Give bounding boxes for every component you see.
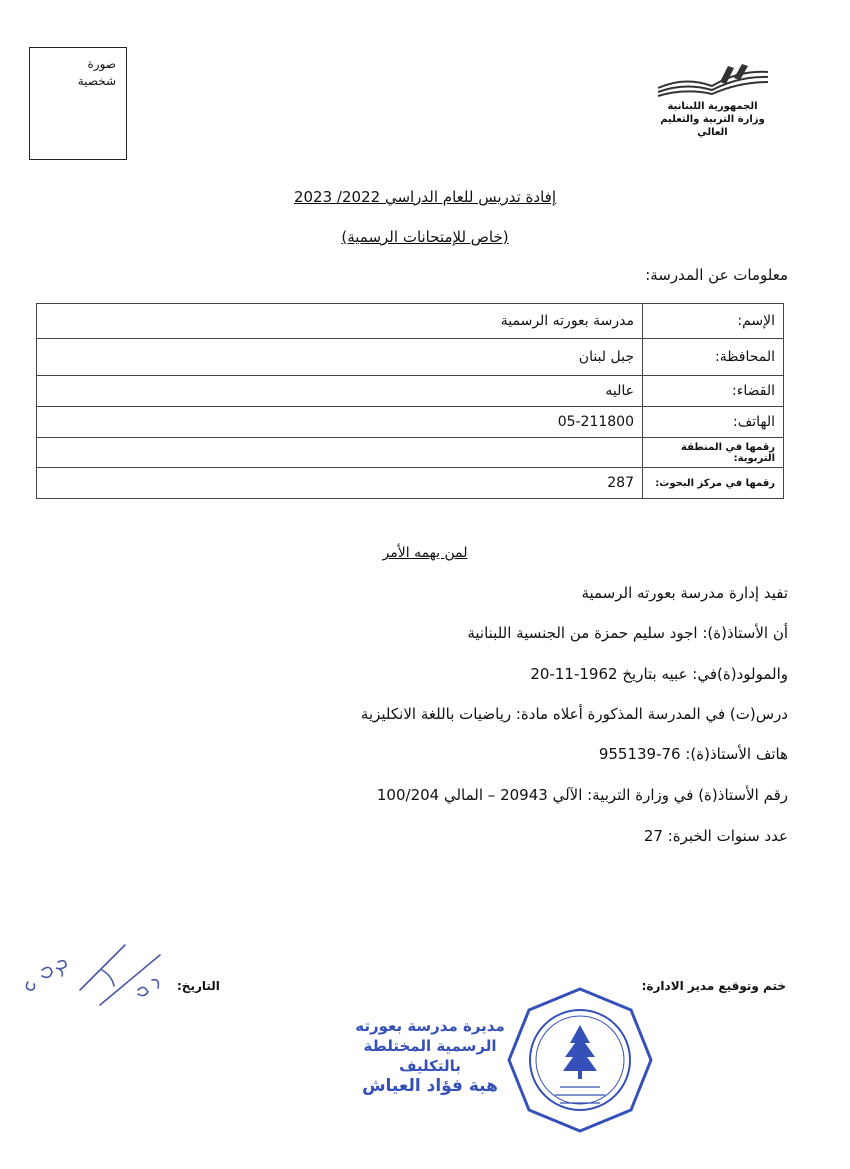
body-line: رقم الأستاذ(ة) في وزارة التربية: الآلي 20943 – المالي 100/204 bbox=[376, 786, 788, 804]
table-row bbox=[37, 407, 784, 438]
district-value: عاليه bbox=[37, 376, 643, 407]
governorate-label: المحافظة: bbox=[643, 339, 784, 376]
body-line: أن الأستاذ(ة): اجود سليم حمزة من الجنسية اللبنانية bbox=[467, 624, 788, 642]
date-label: التاريخ: bbox=[177, 979, 220, 993]
body-line: والمولود(ة)في: عبيه بتاريخ 1962-11-20 bbox=[530, 665, 788, 683]
body-line: عدد سنوات الخبرة: 27 bbox=[643, 827, 788, 845]
phone-value: 05-211800 bbox=[37, 407, 643, 438]
research-center-number-value: 287 bbox=[37, 468, 643, 499]
school-seal bbox=[505, 985, 655, 1135]
school-name-value: مدرسة بعورته الرسمية bbox=[37, 304, 643, 339]
photo-box bbox=[29, 47, 127, 160]
page-title: إفادة تدريس للعام الدراسي 2022/ 2023 bbox=[293, 188, 557, 206]
to-whom-heading: لمن يهمه الأمر bbox=[382, 545, 468, 561]
body-line: تفيد إدارة مدرسة بعورته الرسمية bbox=[581, 584, 788, 602]
photo-label-1: صورة bbox=[87, 57, 116, 71]
stamp-line-2: الرسمية المختلطة بالتكليف bbox=[363, 1037, 497, 1075]
table-row bbox=[37, 468, 784, 499]
stamp-line-1: مديرة مدرسة بعورته bbox=[355, 1017, 505, 1035]
school-section-label: معلومات عن المدرسة: bbox=[645, 266, 788, 284]
open-book-icon bbox=[650, 60, 775, 98]
table-row bbox=[37, 339, 784, 376]
body-line: هاتف الأستاذ(ة): 76-955139 bbox=[598, 745, 788, 763]
table-row bbox=[37, 304, 784, 339]
table-row bbox=[37, 376, 784, 407]
phone-label: الهاتف: bbox=[643, 407, 784, 438]
handwritten-date bbox=[20, 940, 170, 1015]
signature-label: ختم وتوقيع مدير الادارة: bbox=[641, 979, 786, 993]
header-line-1: الجمهورية اللبنانية bbox=[667, 101, 758, 112]
stamp-line-3: هبة فؤاد العياش bbox=[362, 1076, 498, 1096]
page-subtitle: (خاص للإمتحانات الرسمية) bbox=[341, 228, 509, 246]
photo-label-2: شخصية bbox=[77, 74, 116, 88]
district-label: القضاء: bbox=[643, 376, 784, 407]
research-center-number-label: رقمها في مركز البحوث: bbox=[643, 468, 784, 499]
header-line-2: وزارة التربية والتعليم العالي bbox=[660, 114, 765, 138]
governorate-value: جبل لبنان bbox=[37, 339, 643, 376]
school-name-label: الإسم: bbox=[643, 304, 784, 339]
edu-region-number-value bbox=[37, 438, 643, 468]
body-line: درس(ت) في المدرسة المذكورة أعلاه مادة: رياضيات باللغة الانكليزية bbox=[360, 705, 788, 723]
school-info-table bbox=[36, 303, 784, 499]
table-row bbox=[37, 438, 784, 468]
edu-region-number-label: رقمها في المنطقة التربوية: bbox=[643, 438, 784, 468]
ministry-logo bbox=[645, 60, 780, 139]
director-stamp-text bbox=[340, 1016, 520, 1096]
